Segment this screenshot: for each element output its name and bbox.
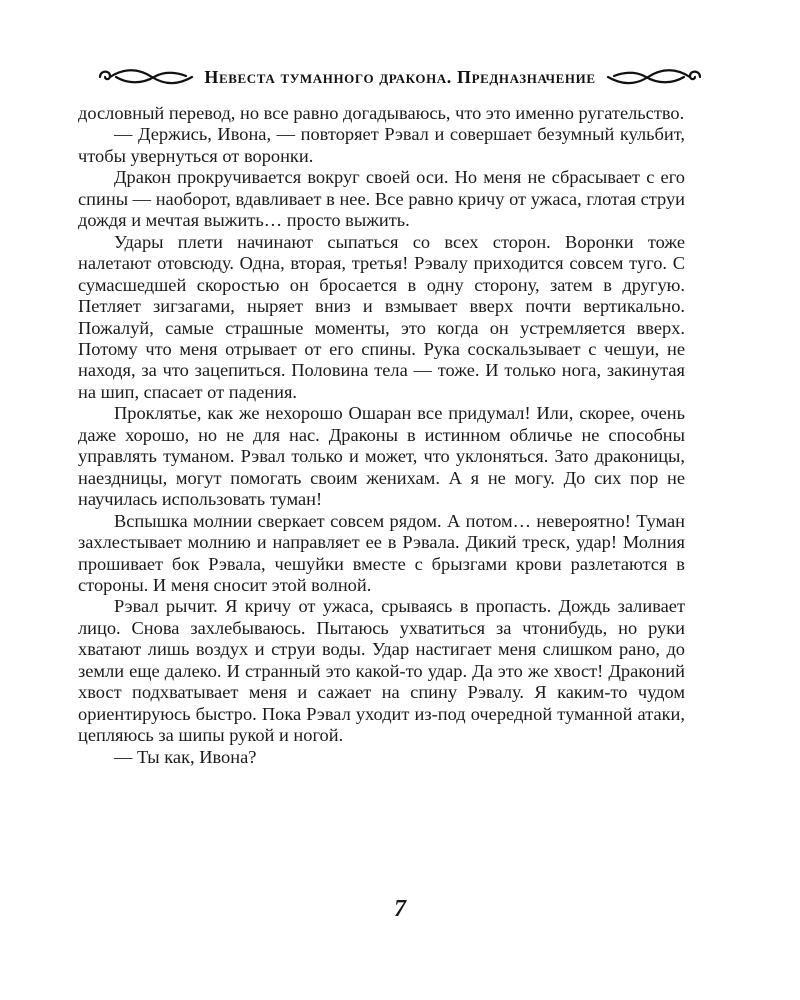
paragraph: Удары плети начинают сыпаться со всех сторон. Воронки тоже налетают отовсюду. Одна, вторая, третья! Рэвалу приходится совсем туго. С сумасшедшей скоростью он бросается в одну сторону, затем в другую. Петляет зигзагами, ныряет вниз и взмывает вверх почти вертикально. Пожалуй, самые страшные моменты, это когда он устремляется вверх. Потому что меня отрывает от его спины. Рука соскальзывает с чешуи, не находя, за что зацепиться. Половина тела — тоже. И только нога, закинутая на шип, спасает от падения.: [78, 231, 685, 402]
paragraph: — Держись, Ивона, — повторяет Рэвал и совершает безумный кульбит, чтобы увернуться от воронки.: [78, 124, 685, 166]
page-number: 7: [394, 896, 406, 922]
running-title: Невеста туманного дракона. Предназначение: [204, 66, 596, 87]
running-header: [60, 62, 740, 92]
paragraph: Рэвал рычит. Я кричу от ужаса, срываясь в пропасть. Дождь заливает лицо. Снова захлебываюсь. Пытаюсь ухватиться за чтонибудь, но руки хватают лишь воздух и струи воды. Удар настигает меня слишком рано, до земли еще далеко. И странный это какой-то удар. Да это же хвост! Драконий хвост подхватывает меня и сажает на спину Рэвалу. Я каким-то чудом ориентируюсь быстро. Пока Рэвал уходит из-под очередной туманной атаки, цепляюсь за шипы рукой и ногой.: [78, 596, 685, 746]
flourish-ornament-left-icon: [94, 65, 194, 89]
paragraph: Проклятье, как же нехорошо Ошаран все придумал! Или, скорее, очень даже хорошо, но не для нас. Драконы в истинном обличье не способны управлять туманом. Рэвал только и может, что уклоняться. Зато драконицы, наездницы, могут помогать своим женихам. А я не могу. До сих пор не научилась использовать туман!: [78, 403, 685, 510]
flourish-ornament-right-icon: [606, 65, 706, 89]
paragraph: Дракон прокручивается вокруг своей оси. Но меня не сбрасывает с его спины — наоборот, вдавливает в нее. Все равно кричу от ужаса, глотая струи дождя и мечтая выжить… просто выжить.: [78, 167, 685, 231]
body-text: [78, 103, 685, 768]
paragraph: — Ты как, Ивона?: [114, 746, 257, 767]
paragraph: дословный перевод, но все равно догадываюсь, что это именно ругательство.: [78, 103, 685, 123]
paragraph: Вспышка молнии сверкает совсем рядом. А потом… невероятно! Туман захлестывает молнию и направляет ее в Рэвала. Дикий треск, удар! Молния прошивает бок Рэвала, чешуйки вместе с брызгами крови разлетаются в стороны. И меня сносит этой волной.: [78, 510, 685, 595]
